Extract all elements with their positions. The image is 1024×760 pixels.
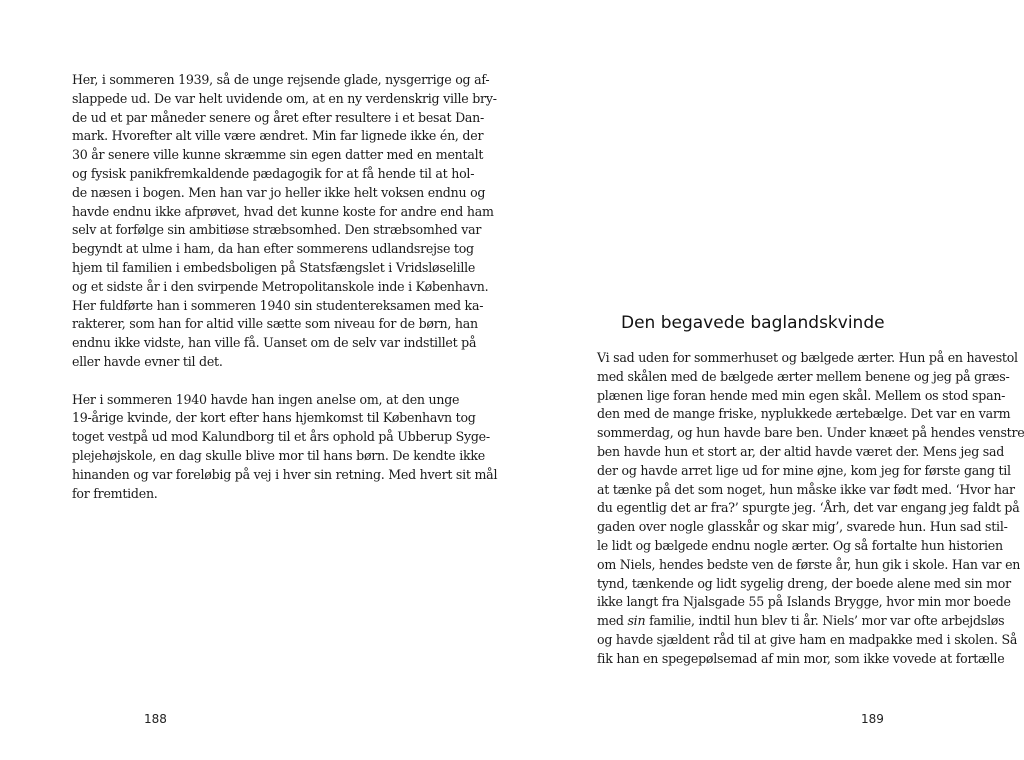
text-line: at tænke på det som noget, hun måske ikke var født med. ‘Hvor har: [597, 481, 1015, 497]
text-line: og havde sjældent råd til at give ham en madpakke med i skolen. Så: [597, 631, 1018, 647]
text-line: hinanden og var foreløbig på vej i hver sin retning. Med hvert sit mål: [72, 466, 498, 482]
text-line: Her i sommeren 1940 havde han ingen anelse om, at den unge: [72, 391, 460, 407]
text-line: den med de mange friske, nyplukkede ærtebælge. Det var en varm: [597, 406, 1011, 422]
left-body-text: [72, 71, 498, 503]
text-line: endnu ikke vidste, han ville få. Uanset om de selv var indstillet på: [72, 335, 477, 351]
text-line: Vi sad uden for sommerhuset og bælgede ærter. Hun på en havestol: [597, 350, 1018, 365]
paragraph-gap: [72, 372, 440, 391]
text-line: de næsen i bogen. Men han var jo heller ikke helt voksen endnu og: [72, 184, 486, 200]
text-line: for fremtiden.: [72, 485, 158, 501]
text-line: selv at forfølge sin ambitiøse stræbsomhed. Den stræbsomhed var: [72, 222, 482, 238]
text-line: de ud et par måneder senere og året efter resultere i et besat Dan-: [72, 109, 485, 125]
text-line: sommerdag, og hun havde bare ben. Under knæet på hendes venstre: [597, 425, 1024, 441]
text-line: plejehøjskole, en dag skulle blive mor til hans børn. De kendte ikke: [72, 447, 485, 463]
text-line: og fysisk panikfremkaldende pædagogik for at få hende til at hol-: [72, 165, 475, 181]
text-line: Her fuldførte han i sommeren 1940 sin studentereksamen med ka-: [72, 297, 484, 313]
text-line: gaden over nogle glasskår og skar mig’, svarede hun. Hun sad stil-: [597, 519, 1008, 535]
text-line: slappede ud. De var helt uvidende om, at en ny verdenskrig ville bry-: [72, 90, 497, 106]
chapter-heading: Den begavede baglandskvinde: [621, 313, 885, 333]
text-line: plænen lige foran hende med min egen skål. Mellem os stod span-: [597, 387, 1006, 403]
text-line: Her, i sommeren 1939, så de unge rejsende glade, nysgerrige og af-: [72, 72, 490, 87]
page-number-left: 188: [144, 712, 167, 726]
text-line: eller havde evner til det.: [72, 353, 223, 369]
text-line: hjem til familien i embedsboligen på Statsfængslet i Vridsløselille: [72, 259, 476, 275]
paragraph: [72, 391, 498, 504]
page-number-right: 189: [861, 712, 884, 726]
text-line: med skålen med de bælgede ærter mellem benene og jeg på græs-: [597, 368, 1010, 384]
text-line: om Niels, hendes bedste ven de første år, hun gik i skole. Han var en: [597, 556, 1021, 572]
text-line: og et sidste år i den svirpende Metropolitanskole inde i København.: [72, 278, 489, 294]
text-line: ikke langt fra Njalsgade 55 på Islands Brygge, hvor min mor boede: [597, 594, 1011, 610]
text-line: le lidt og bælgede endnu nogle ærter. Og så fortalte hun historien: [597, 537, 1003, 553]
text-line: mark. Hvorefter alt ville være ændret. Min far lignede ikke én, der: [72, 128, 484, 144]
right-body-text: [597, 349, 1024, 669]
text-line: der og havde arret lige ud for mine øjne, kom jeg for første gang til: [597, 462, 1011, 478]
text-line: 19-årige kvinde, der kort efter hans hjemkomst til København tog: [72, 410, 476, 426]
text-line: du egentlig det ar fra?’ spurgte jeg. ‘Årh, det var engang jeg faldt på: [597, 500, 1020, 516]
text-line: [597, 612, 1005, 631]
right-page: [512, 0, 1024, 760]
text-line: tynd, tænkende og lidt sygelig dreng, der boede alene med sin mor: [597, 575, 1011, 591]
text-line: havde endnu ikke afprøvet, hvad det kunne koste for andre end ham: [72, 203, 494, 219]
italic-word: sin: [627, 613, 646, 629]
text-segment: familie, indtil hun blev ti år. Niels’ mor var ofte arbejdsløs: [645, 613, 1005, 629]
text-line: toget vestpå ud mod Kalundborg til et års ophold på Ubberup Syge-: [72, 429, 490, 445]
paragraph: [72, 71, 497, 372]
text-line: 30 år senere ville kunne skræmme sin egen datter med en mentalt: [72, 147, 484, 163]
text-segment: med: [597, 613, 628, 629]
text-line: begyndt at ulme i ham, da han efter sommerens udlandsrejse tog: [72, 241, 474, 257]
text-line: fik han en spegepølsemad af min mor, som ikke vovede at fortælle: [597, 650, 1005, 666]
text-line: rakterer, som han for altid ville sætte som niveau for de børn, han: [72, 316, 478, 332]
text-line: ben havde hun et stort ar, der altid havde været der. Mens jeg sad: [597, 443, 1005, 459]
